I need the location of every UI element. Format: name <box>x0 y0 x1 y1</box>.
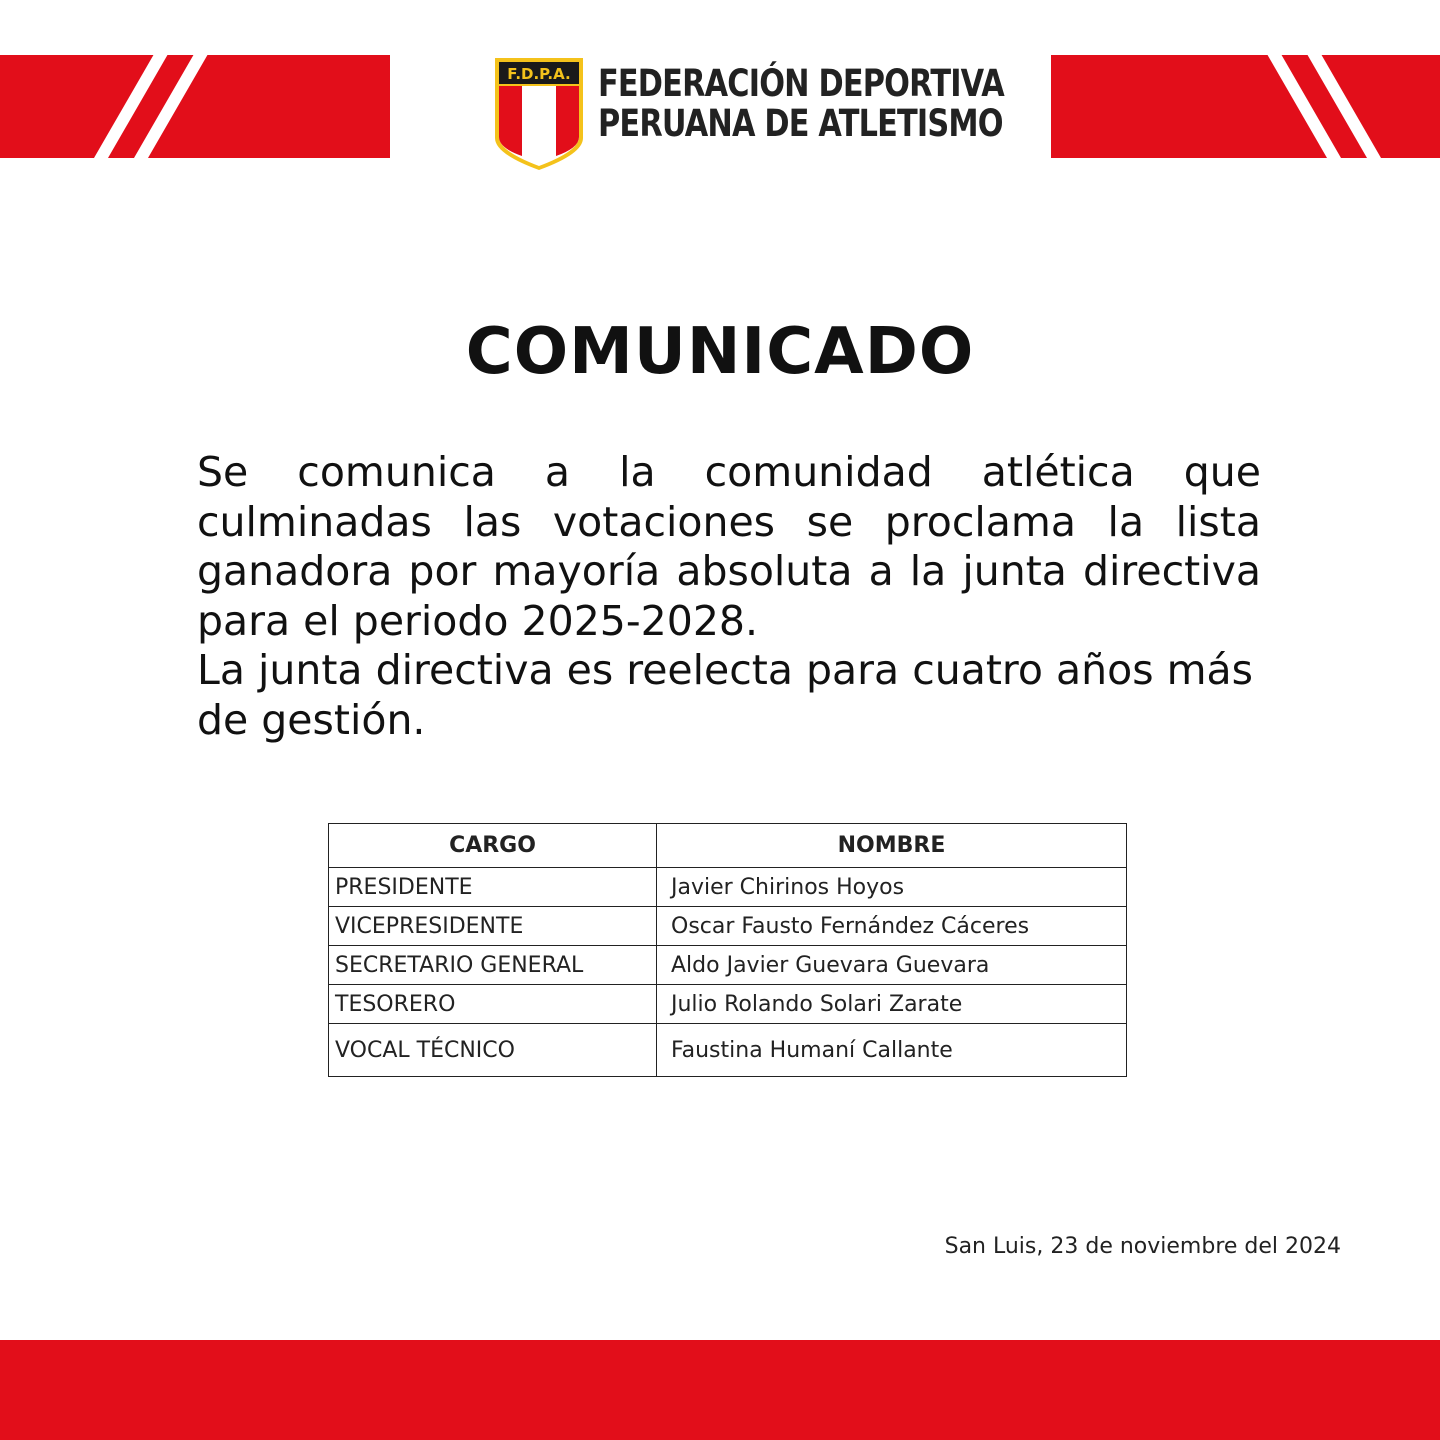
cargo-cell: VOCAL TÉCNICO <box>329 1024 657 1077</box>
fdpa-shield-logo <box>492 56 586 172</box>
nombre-cell: Oscar Fausto Fernández Cáceres <box>657 907 1127 946</box>
table-row <box>329 868 1127 907</box>
table-row <box>329 907 1127 946</box>
footer-band <box>0 1340 1440 1440</box>
column-header-nombre: NOMBRE <box>657 824 1127 868</box>
page-title: COMUNICADO <box>465 315 975 389</box>
header-band-left <box>0 55 390 158</box>
organization-name-line2: PERUANA DE ATLETISMO <box>598 102 1003 145</box>
column-header-cargo: CARGO <box>329 824 657 868</box>
cargo-cell: PRESIDENTE <box>329 868 657 907</box>
organization-name <box>598 62 1004 145</box>
announcement-body <box>197 448 1261 745</box>
table-row <box>329 1024 1127 1077</box>
announcement-paragraph: Se comunica a la comunidad atlética que culminadas las votaciones se proclama la lista ganadora por mayoría absoluta a la junta directiva para el periodo 2025-2028. <box>197 448 1261 645</box>
announcement-paragraph: La junta directiva es reelecta para cuatro años más de gestión. <box>197 646 1254 744</box>
table-header-row <box>329 824 1127 868</box>
date-location: San Luis, 23 de noviembre del 2024 <box>944 1234 1341 1259</box>
header-band-right <box>1051 55 1440 158</box>
nombre-cell: Aldo Javier Guevara Guevara <box>657 946 1127 985</box>
nombre-cell: Faustina Humaní Callante <box>657 1024 1127 1077</box>
board-table <box>328 823 1127 1077</box>
logo-text: F.D.P.A. <box>507 65 571 83</box>
table-row <box>329 985 1127 1024</box>
cargo-cell: SECRETARIO GENERAL <box>329 946 657 985</box>
cargo-cell: VICEPRESIDENTE <box>329 907 657 946</box>
nombre-cell: Javier Chirinos Hoyos <box>657 868 1127 907</box>
cargo-cell: TESORERO <box>329 985 657 1024</box>
nombre-cell: Julio Rolando Solari Zarate <box>657 985 1127 1024</box>
organization-name-line1: FEDERACIÓN DEPORTIVA <box>598 62 1004 105</box>
table-row <box>329 946 1127 985</box>
